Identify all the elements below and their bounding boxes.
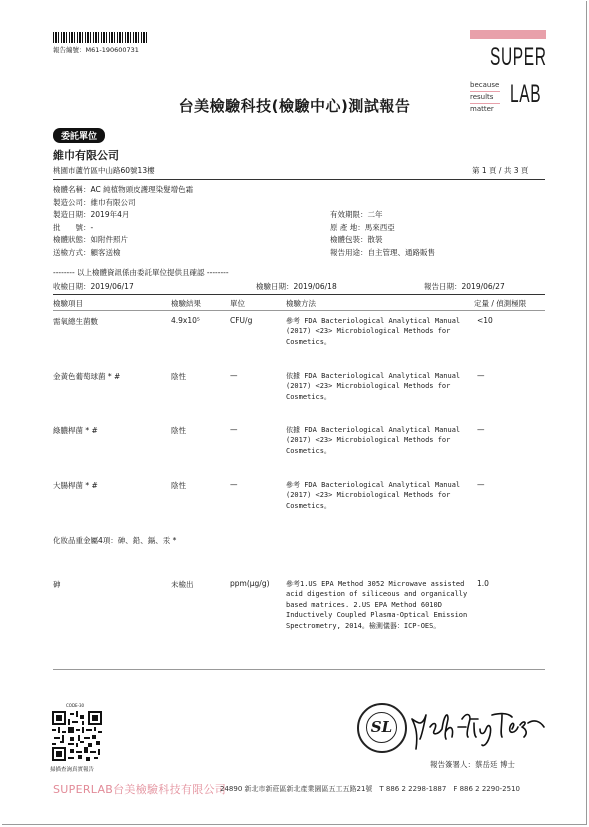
page-number: 第 1 頁 / 共 3 頁	[472, 166, 529, 175]
row-unit: —	[230, 371, 238, 380]
row-item: 砷	[53, 580, 61, 589]
sample-condition: 檢體狀態：如附件照片	[53, 235, 128, 244]
batch-number: 批 號：-	[53, 222, 94, 232]
report-signer: 報告簽署人：蔡岳廷 博士	[430, 760, 515, 769]
report-purpose: 報告用途：自主管理、通路販售	[330, 247, 435, 257]
section-heading: 化妝品重金屬4項：砷、鉛、鎘、汞 *	[53, 536, 177, 545]
submission-method: 送檢方式：顧客送檢	[53, 247, 121, 257]
logo-lab-text: LAB	[510, 80, 542, 108]
row-method: 參考 FDA Bacteriological Analytical Manual (2017) <23> Microbiological Methods for Cosmetics。	[286, 481, 461, 510]
divider	[53, 310, 545, 311]
sample-info-right	[330, 209, 435, 259]
logo-tagline-3: matter	[470, 105, 494, 113]
divider	[53, 669, 545, 670]
row-result: 4.9x10⁵	[171, 316, 200, 325]
row-result: 陰性	[171, 481, 186, 490]
row-method: 參考 FDA Bacteriological Analytical Manual (2017) <23> Microbiological Methods for Cosmetics。	[286, 317, 461, 346]
packaging: 檢體包裝：散裝	[330, 235, 383, 244]
row-item: 綠膿桿菌 * #	[53, 426, 98, 435]
client-address: 桃園市蘆竹區中山路60號13樓	[53, 166, 155, 175]
client-name: 維巾有限公司	[53, 149, 119, 162]
row-limit: —	[477, 480, 485, 489]
logo-divider	[470, 91, 500, 92]
footer-brand: SUPERLAB台美檢驗科技有限公司	[53, 783, 227, 796]
logo-super-text: SUPER	[490, 43, 547, 71]
row-method: 參考1.US EPA Method 3052 Microwave assisted acid digestion of siliceous and organically based matrices. 2.US EPA Method 6010D Inductively Coupled Plasma-Optical Emission Spectrometry, 2014。檢測儀器：ICP-OES。	[286, 580, 468, 630]
page-frame	[2, 1, 587, 825]
qr-code-label: CODE-30	[66, 703, 85, 708]
row-method: 依據 FDA Bacteriological Analytical Manual (2017) <23> Microbiological Methods for Cosmetics。	[286, 426, 461, 455]
row-unit: —	[230, 425, 238, 434]
row-item: 金黃色葡萄球菌 * #	[53, 372, 121, 381]
manufacture-date: 製造日期：2019年4月	[53, 210, 130, 219]
sample-name: 檢體名稱：AC 純植物頭皮護理染髮增色霜	[53, 185, 194, 194]
row-limit: 1.0	[477, 579, 489, 588]
info-notice: -------- 以上檢體資訊係由委託單位提供且確認 --------	[53, 268, 229, 277]
company-seal	[357, 703, 407, 753]
logo-tagline-1: because	[470, 81, 500, 89]
logo-tagline-2: results	[470, 93, 494, 101]
report-date: 報告日期：2019/06/27	[424, 282, 505, 291]
origin: 原 產 地：馬來西亞	[330, 222, 395, 232]
barcode	[53, 32, 149, 43]
col-header-limit: 定量 / 偵測極限	[474, 299, 527, 308]
manufacturer: 製造公司：維巾有限公司	[53, 197, 136, 207]
row-item: 大腸桿菌 * #	[53, 481, 98, 490]
footer-address: 24890 新北市新莊區新北產業園區五工五路21號 T 886 2 2298-1887 F 886 2 2290-2510	[220, 785, 520, 793]
row-method: 依據 FDA Bacteriological Analytical Manual (2017) <23> Microbiological Methods for Cosmetics。	[286, 372, 461, 401]
seal-monogram: SL	[366, 712, 397, 743]
row-result: 陰性	[171, 372, 186, 381]
report-number: 報告編號：M61-190600731	[53, 46, 139, 54]
report-title: 台美檢驗科技(檢驗中心)測試報告	[178, 97, 411, 115]
divider	[53, 294, 545, 295]
client-tag: 委託單位	[53, 128, 105, 143]
signature	[408, 705, 548, 753]
row-limit: —	[477, 371, 485, 380]
received-date: 收檢日期：2019/06/17	[53, 282, 134, 291]
row-result: 陰性	[171, 426, 186, 435]
col-header-item: 檢驗項目	[53, 299, 83, 308]
qr-code[interactable]	[52, 711, 102, 761]
logo-accent-bar	[470, 30, 546, 39]
col-header-result: 檢驗結果	[171, 299, 201, 308]
col-header-method: 檢驗方法	[286, 299, 316, 308]
row-item: 需氧總生菌數	[53, 317, 98, 326]
col-header-unit: 單位	[230, 299, 245, 308]
qr-caption: 掃描查詢真實報告	[50, 767, 95, 773]
test-date: 檢驗日期：2019/06/18	[256, 282, 337, 291]
row-limit: <10	[477, 316, 493, 325]
sample-info-left	[53, 184, 193, 259]
row-unit: —	[230, 480, 238, 489]
expiry: 有效期限：二年	[330, 210, 383, 219]
divider	[53, 179, 545, 180]
row-limit: —	[477, 425, 485, 434]
row-unit: ppm(μg/g)	[230, 579, 270, 588]
row-result: 未檢出	[171, 580, 194, 589]
row-unit: CFU/g	[230, 316, 253, 325]
